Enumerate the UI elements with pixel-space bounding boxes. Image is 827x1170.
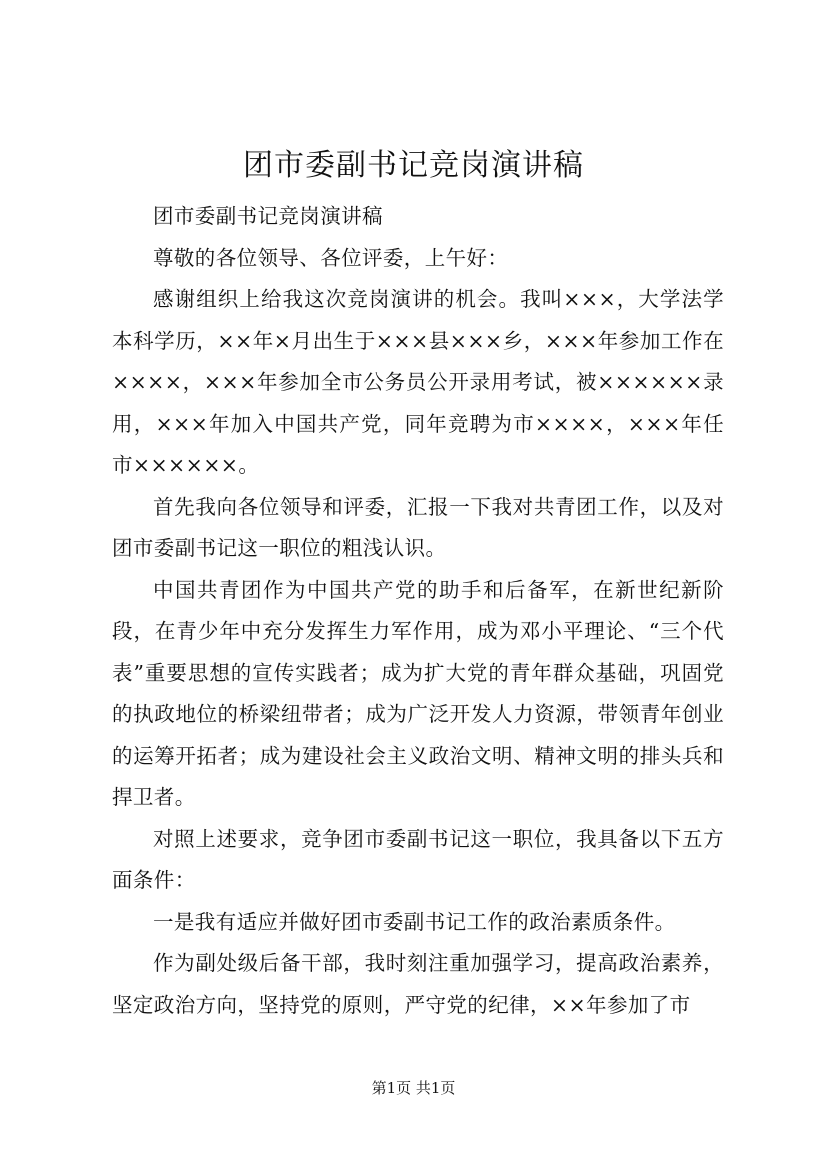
paragraph-conditions-intro: 对照上述要求，竞争团市委副书记这一职位，我具备以下五方面条件： (112, 826, 724, 892)
page-footer: 第1页 共1页 (371, 1079, 456, 1097)
paragraph-salutation: 尊敬的各位领导、各位评委，上午好： (153, 245, 509, 270)
paragraph-report: 首先我向各位领导和评委，汇报一下我对共青团工作，以及对团市委副书记这一职位的粗浅认识。 (112, 494, 724, 560)
document-title: 团市委副书记竞岗演讲稿 (243, 148, 584, 183)
paragraph-youth-league-role: 中国共青团作为中国共产党的助手和后备军，在新世纪新阶段，在青少年中充分发挥生力军作用，成为邓小平理论、“三个代表”重要思想的宣传实践者；成为扩大党的青年群众基础，巩固党的执政地位的桥梁纽带者；成为广泛开发人力资源，带领青年创业的运筹开拓者；成为建设社会主义政治文明、精神文明的排头兵和捍卫者。 (112, 577, 724, 809)
paragraph-condition-one-detail: 作为副处级后备干部，我时刻注重加强学习，提高政治素养，坚定政治方向，坚持党的原则，严守党的纪律，××年参加了市 (112, 951, 724, 1017)
paragraph-introduction: 感谢组织上给我这次竞岗演讲的机会。我叫×××，大学法学本科学历，××年×月出生于×××县×××乡，×××年参加工作在××××，×××年参加全市公务员公开录用考试，被××××××录用，×××年加入中国共产党，同年竞聘为市××××，×××年任市××××××。 (112, 287, 724, 477)
document-body (112, 196, 724, 1026)
paragraph-condition-one: 一是我有适应并做好团市委副书记工作的政治素质条件。 (153, 909, 676, 934)
paragraph-subtitle: 团市委副书记竞岗演讲稿 (153, 204, 383, 228)
